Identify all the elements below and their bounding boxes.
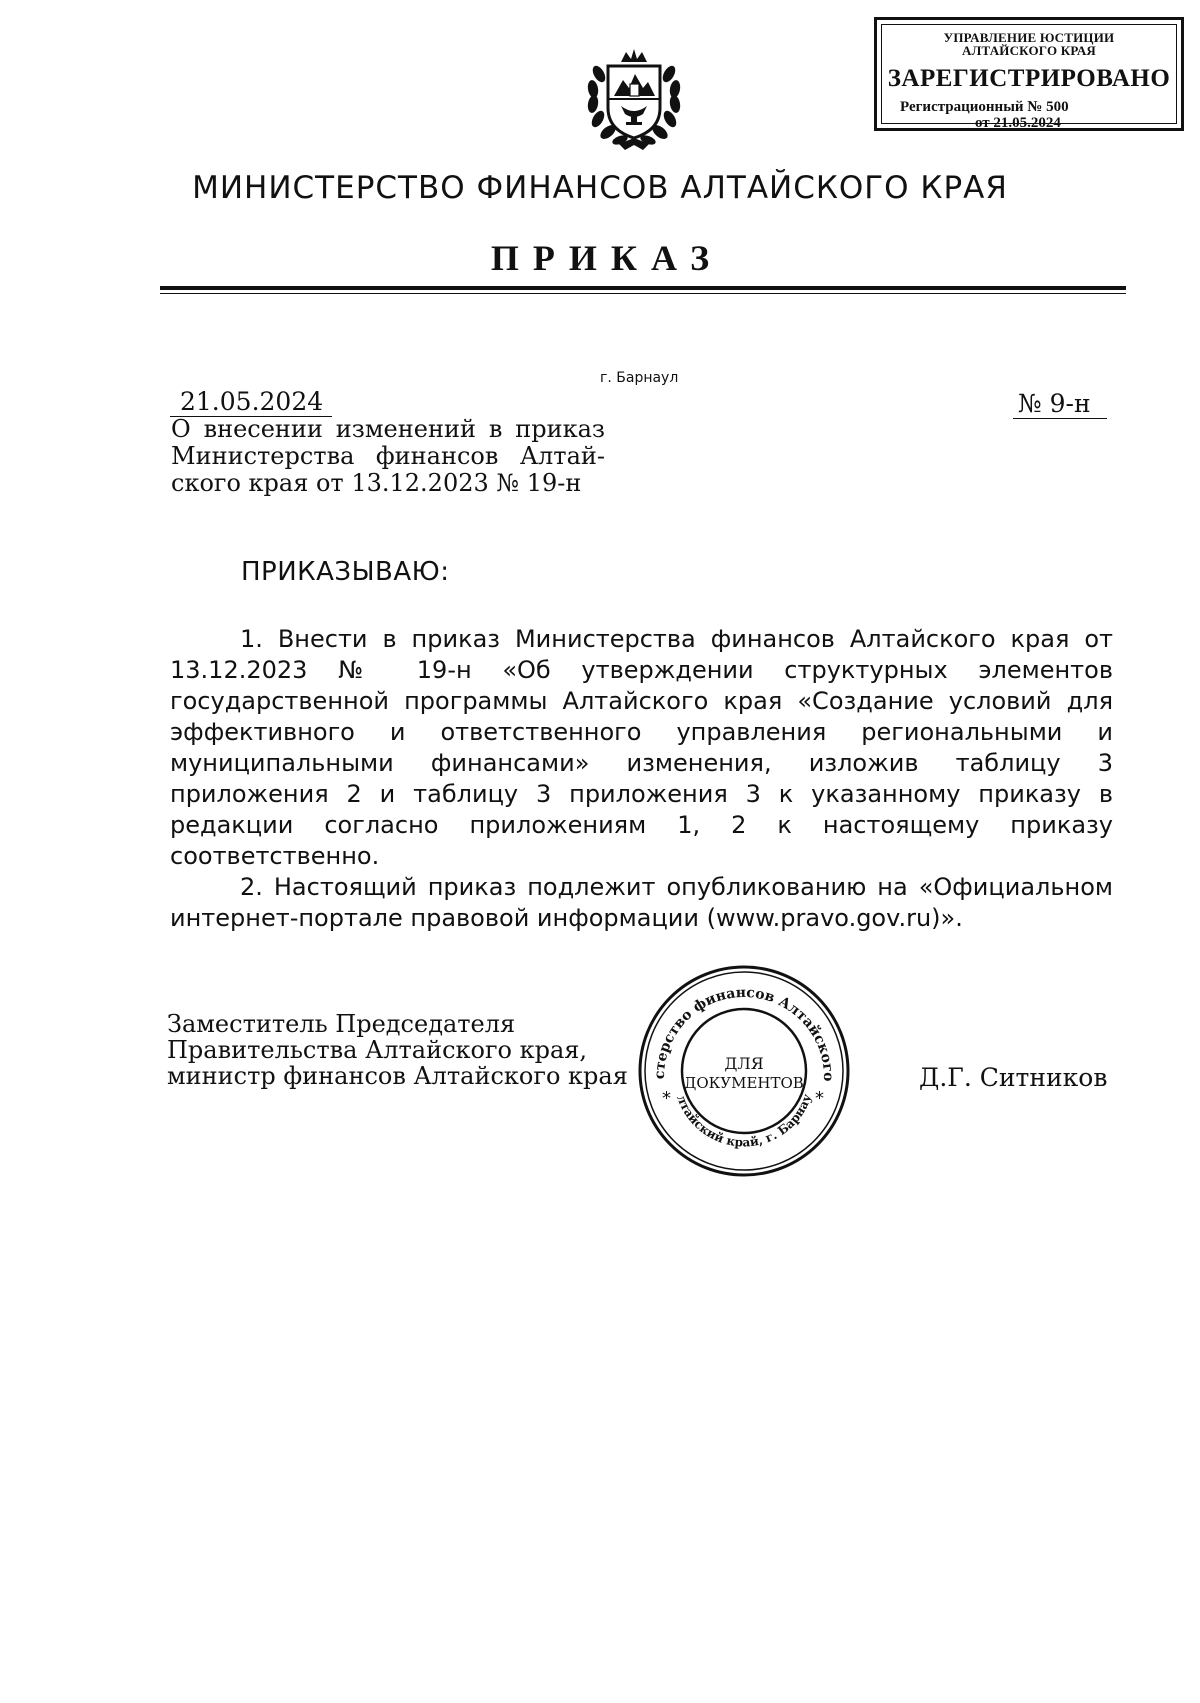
city-label: г. Барнаул xyxy=(600,370,679,386)
coat-of-arms-icon xyxy=(581,44,687,152)
seal-center-line1: ДЛЯ xyxy=(724,1054,764,1073)
order-body xyxy=(170,624,1113,934)
seal-star-right-icon: * xyxy=(815,1088,824,1109)
seal-ring-text-path: стерство финансов Алтайского xyxy=(651,984,837,1082)
ministry-title: МИНИСТЕРСТВО ФИНАНСОВ АЛТАЙСКОГО КРАЯ xyxy=(192,170,1008,206)
order-date: 21.05.2024 xyxy=(170,388,332,417)
order-number: № 9-н xyxy=(1013,390,1107,419)
signer-title-line2: Правительства Алтайского края, xyxy=(167,1036,588,1064)
directive-heading: ПРИКАЗЫВАЮ: xyxy=(241,557,450,587)
seal-center-line2: ДОКУМЕНТОВ xyxy=(684,1074,804,1092)
registration-status: ЗАРЕГИСТРИРОВАНО xyxy=(887,65,1171,92)
registration-date: от 21.05.2024 xyxy=(975,115,1061,131)
signer-name: Д.Г. Ситников xyxy=(919,1063,1108,1092)
signer-title-line3: министр финансов Алтайского края xyxy=(167,1062,628,1090)
signer-title xyxy=(167,1011,628,1089)
order-subject xyxy=(171,416,605,497)
subject-line1: О внесении изменений в приказ xyxy=(171,415,605,443)
paragraph-2: 2. Настоящий приказ подлежит опубликованию на «Официальном интернет-портале правовой информации (www.pravo.gov.ru)». xyxy=(170,873,1113,932)
subject-line2: Министерства финансов Алтай- xyxy=(171,442,605,470)
header-rule-thick xyxy=(160,286,1126,290)
registration-number: Регистрационный № 500 xyxy=(900,99,1069,115)
registration-authority-line2: АЛТАЙСКОГО КРАЯ xyxy=(962,43,1096,58)
seal-bottom-text-path: лтайский край, г. Барнау xyxy=(674,1092,815,1150)
seal-star-left-icon: * xyxy=(662,1088,671,1109)
registration-stamp-inner-frame xyxy=(881,24,1177,131)
paragraph-1: 1. Внести в приказ Министерства финансов Алтайского края от 13.12.2023 № 19-н «Об утверждении структурных элементов государственной программы Алтайского края «Создание условий для эффективного и ответственного управления региональными и муниципальными финансами» изменения, изложив таблицу 3 приложения 2 и таблицу 3 приложения 3 к указанному приказу в редакции согласно приложениям 1, 2 к настоящему приказу соответственно. xyxy=(170,625,1113,870)
registration-authority-line1: УПРАВЛЕНИЕ ЮСТИЦИИ xyxy=(943,30,1115,45)
document-type-title: ПРИКАЗ xyxy=(490,238,724,278)
registration-stamp xyxy=(874,17,1184,131)
official-seal xyxy=(634,961,854,1181)
header-rule-thin xyxy=(160,293,1126,294)
registration-authority xyxy=(882,31,1176,57)
subject-line3: ского края от 13.12.2023 № 19-н xyxy=(171,469,582,497)
signer-title-line1: Заместитель Председателя xyxy=(167,1010,516,1038)
